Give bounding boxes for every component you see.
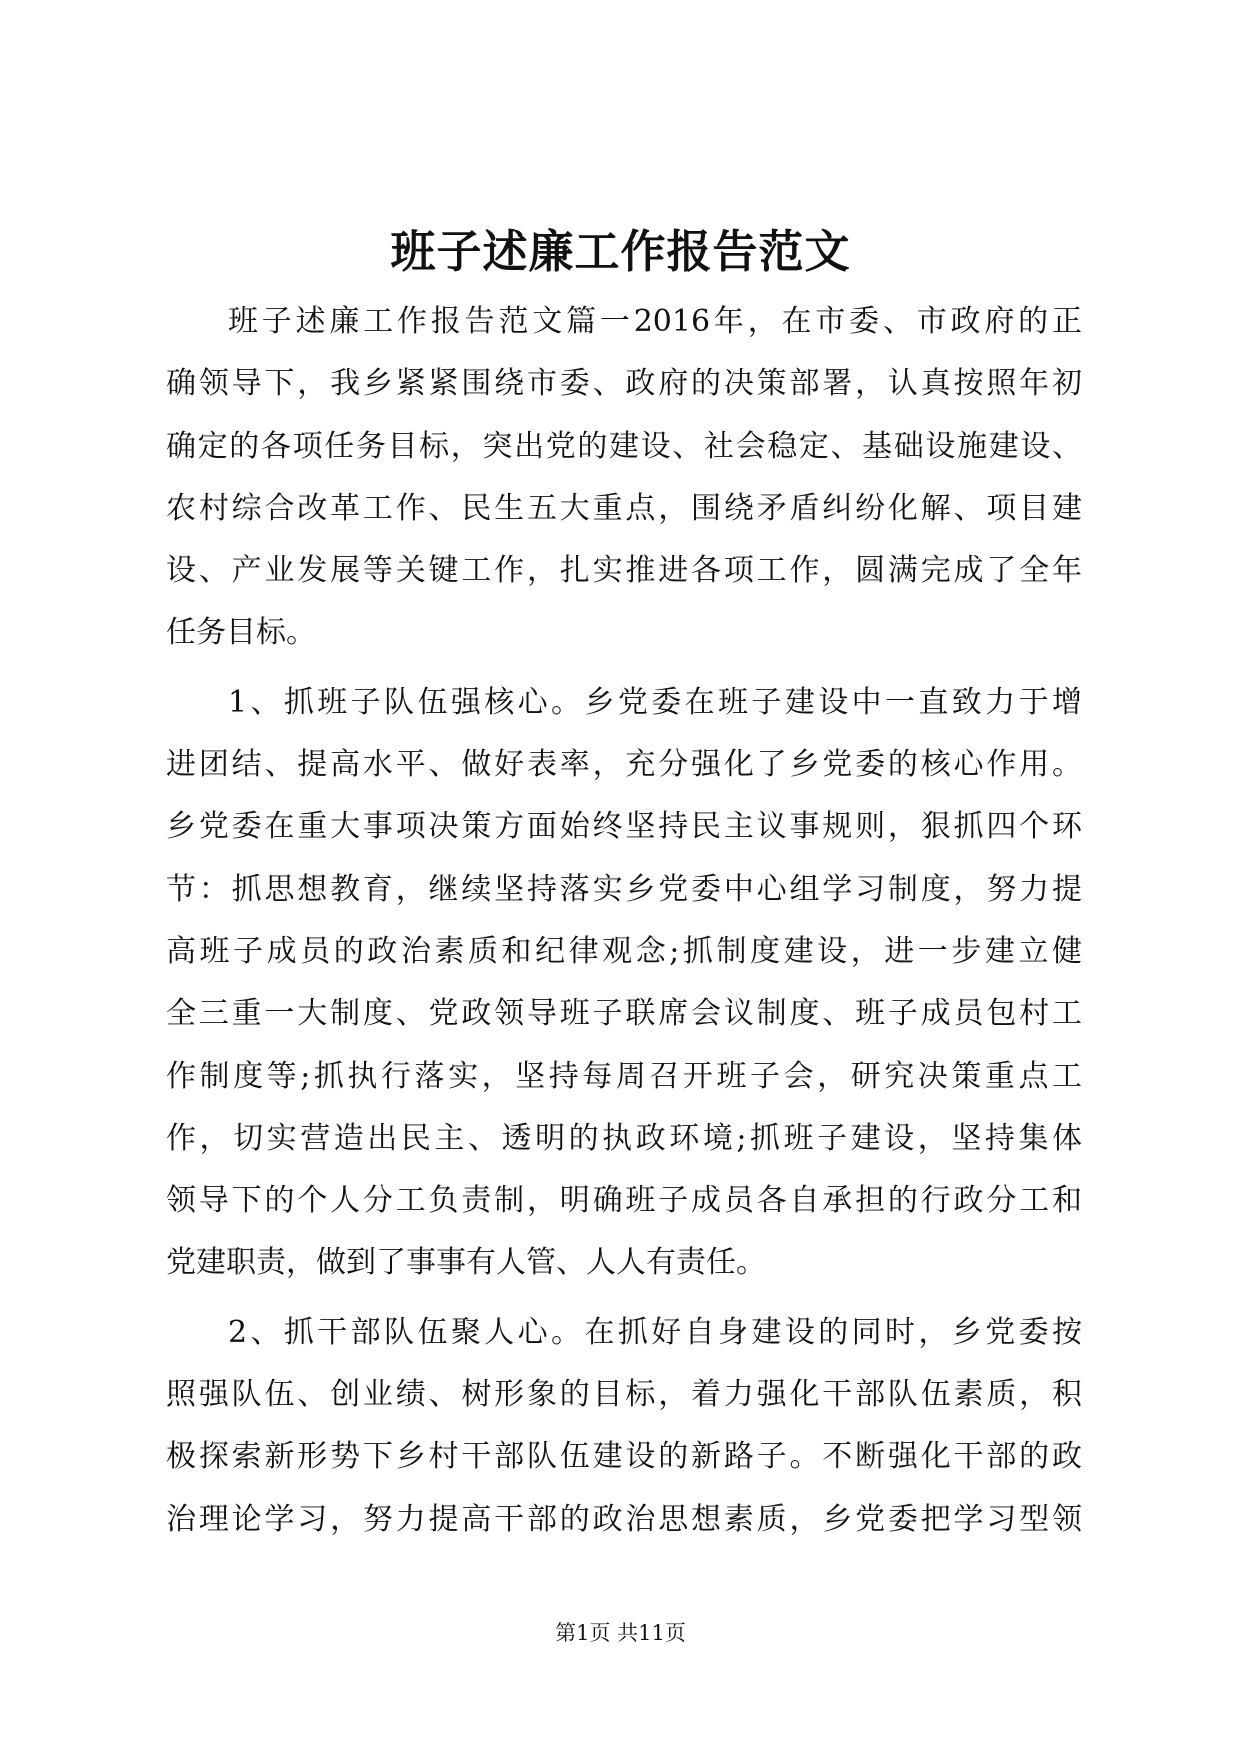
text-line: 2、抓干部队伍聚人心。在抓好自身建设的同时，乡党委按 <box>228 1314 1082 1350</box>
paragraph-1 <box>166 291 1082 665</box>
text-line: 作制度等;抓执行落实，坚持每周召开班子会，研究决策重点工 <box>166 1058 1082 1094</box>
text-line: 领导下的个人分工负责制，明确班子成员各自承担的行政分工和 <box>166 1183 1082 1219</box>
text-line: 极探索新形势下乡村干部队伍建设的新路子。不断强化干部的政 <box>166 1439 1082 1475</box>
text-line: 党建职责，做到了事事有人管、人人有责任。 <box>166 1245 766 1281</box>
text-line: 班子述廉工作报告范文篇一2016年，在市委、市政府的正 <box>228 304 1082 339</box>
text-line: 全三重一大制度、党政领导班子联席会议制度、班子成员包村工 <box>166 996 1082 1032</box>
paragraph-3 <box>166 1302 1082 1551</box>
document-body <box>166 291 1082 1558</box>
text-line: 高班子成员的政治素质和纪律观念;抓制度建设，进一步建立健 <box>166 933 1082 969</box>
text-line: 治理论学习，努力提高干部的政治思想素质，乡党委把学习型领 <box>166 1501 1082 1537</box>
text-line: 任务目标。 <box>166 615 316 651</box>
document-title: 班子述廉工作报告范文 <box>390 225 851 278</box>
text-line: 农村综合改革工作、民生五大重点，围绕矛盾纠纷化解、项目建 <box>166 490 1082 526</box>
text-line: 照强队伍、创业绩、树形象的目标，着力强化干部队伍素质，积 <box>166 1377 1082 1413</box>
paragraph-2 <box>166 672 1082 1295</box>
text-line: 确定的各项任务目标，突出党的建设、社会稳定、基础设施建设、 <box>166 428 1082 464</box>
text-line: 乡党委在重大事项决策方面始终坚持民主议事规则，狠抓四个环 <box>166 809 1082 845</box>
text-line: 1、抓班子队伍强核心。乡党委在班子建设中一直致力于增 <box>228 684 1082 720</box>
text-line: 确领导下，我乡紧紧围绕市委、政府的决策部署，认真按照年初 <box>166 366 1082 402</box>
text-line: 节：抓思想教育，继续坚持落实乡党委中心组学习制度，努力提 <box>166 871 1082 907</box>
text-line: 进团结、提高水平、做好表率，充分强化了乡党委的核心作用。 <box>166 747 1082 783</box>
text-line: 设、产业发展等关键工作，扎实推进各项工作，圆满完成了全年 <box>166 553 1082 589</box>
text-line: 作，切实营造出民主、透明的执政环境;抓班子建设，坚持集体 <box>166 1120 1082 1156</box>
page-number-footer: 第1页 共11页 <box>555 1621 686 1645</box>
